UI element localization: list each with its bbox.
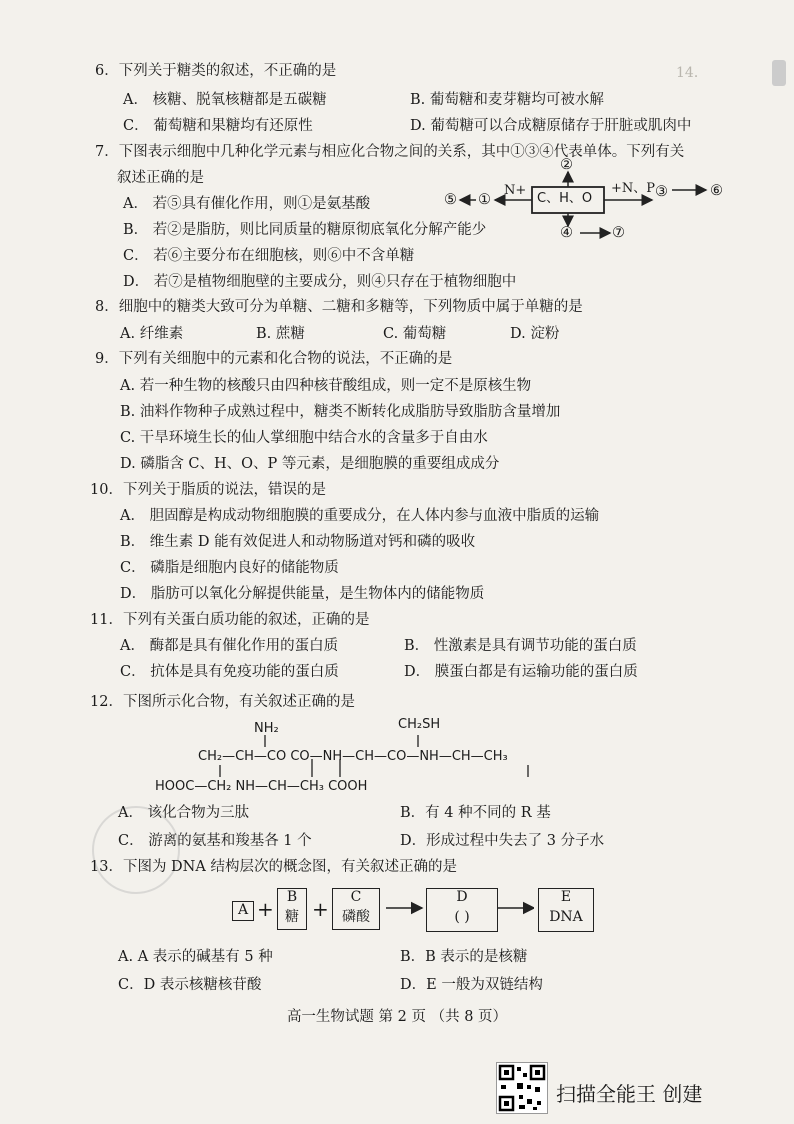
q7-option-b[interactable]: B． 若②是脂肪，则比同质量的糖原彻底氧化分解产能少 bbox=[123, 222, 487, 238]
q13-box-d bbox=[426, 888, 498, 932]
q7-option-a[interactable]: A． 若⑤具有催化作用，则①是氨基酸 bbox=[123, 196, 371, 212]
bleed-through-text: 14． bbox=[676, 65, 708, 81]
q12-formula-main: CH₂—CH—CO CO—NH—CH—CO—NH—CH—CH₃ bbox=[198, 749, 508, 764]
q11-stem: 11．下列有关蛋白质功能的叙述，正确的是 bbox=[90, 612, 370, 628]
q13-option-c[interactable]: C．D 表示核糖核苷酸 bbox=[118, 977, 262, 993]
q13-box-c-bottom: 磷酸 bbox=[342, 909, 370, 925]
q11-option-a[interactable]: A． 酶都是具有催化作用的蛋白质 bbox=[120, 638, 339, 654]
q7-diagram-n3: ③ bbox=[655, 184, 668, 200]
q7-diagram-n2: ② bbox=[560, 157, 573, 173]
q7-stem-line2: 叙述正确的是 bbox=[117, 170, 204, 186]
q11-option-c[interactable]: C． 抗体是具有免疫功能的蛋白质 bbox=[120, 664, 339, 680]
q7-stem-line1: 7．下图表示细胞中几种化学元素与相应化合物之间的关系，其中①③④代表单体。下列有关 bbox=[95, 144, 685, 160]
q12-formula-bottom: HOOC—CH₂ NH—CH—CH₃ COOH bbox=[155, 779, 368, 794]
q13-stem: 13．下图为 DNA 结构层次的概念图，有关叙述正确的是 bbox=[90, 859, 457, 875]
q13-plus-2: + bbox=[312, 897, 329, 921]
q13-box-b bbox=[277, 888, 307, 930]
q8-stem: 8．细胞中的糖类大致可分为单糖、二糖和多糖等，下列物质中属于单糖的是 bbox=[95, 299, 583, 315]
q9-stem: 9．下列有关细胞中的元素和化合物的说法，不正确的是 bbox=[95, 351, 453, 367]
q6-option-d[interactable]: D. 葡萄糖可以合成糖原储存于肝脏或肌肉中 bbox=[410, 118, 692, 134]
q7-option-d[interactable]: D． 若⑦是植物细胞壁的主要成分，则④只存在于植物细胞中 bbox=[123, 274, 517, 290]
q7-diagram-n7: ⑦ bbox=[612, 225, 625, 241]
q13-box-c-top: C bbox=[350, 889, 362, 905]
q7-diagram-n5: ⑤ bbox=[444, 192, 457, 208]
q13-box-c bbox=[332, 888, 380, 930]
q12-option-b[interactable]: B．有 4 种不同的 R 基 bbox=[400, 805, 551, 821]
q13-box-b-top: B bbox=[286, 889, 298, 905]
q7-diagram-center: C、H、O bbox=[537, 191, 593, 206]
q13-option-d[interactable]: D．E 一般为双链结构 bbox=[400, 977, 543, 993]
q12-option-d[interactable]: D．形成过程中失去了 3 分子水 bbox=[400, 833, 605, 849]
q11-option-d[interactable]: D． 膜蛋白都是有运输功能的蛋白质 bbox=[404, 664, 638, 680]
q7-diagram-n4: ④ bbox=[560, 225, 573, 241]
q8-option-d[interactable]: D. 淀粉 bbox=[510, 326, 560, 342]
q9-option-c[interactable]: C. 干旱环境生长的仙人掌细胞中结合水的含量多于自由水 bbox=[120, 430, 488, 446]
q7-diagram-n6: ⑥ bbox=[710, 183, 723, 199]
q12-formula-ch2sh: CH₂SH bbox=[398, 717, 441, 732]
q12-formula-nh2: NH₂ bbox=[254, 721, 279, 736]
page-footer: 高一生物试题 第 2 页 （共 8 页） bbox=[286, 1009, 508, 1025]
q12-option-c[interactable]: C． 游离的氨基和羧基各 1 个 bbox=[118, 833, 312, 849]
scanner-brand-text: 扫描全能王 创建 bbox=[556, 1082, 703, 1106]
q8-option-c[interactable]: C. 葡萄糖 bbox=[383, 326, 447, 342]
q9-option-a[interactable]: A. 若一种生物的核酸只由四种核苷酸组成，则一定不是原核生物 bbox=[120, 378, 532, 394]
q13-box-a-label: A bbox=[237, 902, 249, 918]
q6-option-a[interactable]: A． 核糖、脱氧核糖都是五碳糖 bbox=[123, 92, 327, 108]
q13-box-e bbox=[538, 888, 594, 932]
q13-box-d-bottom: ( ) bbox=[454, 909, 470, 925]
q9-option-d[interactable]: D. 磷脂含 C、H、O、P 等元素，是细胞膜的重要组成成分 bbox=[120, 456, 500, 472]
q7-option-c[interactable]: C． 若⑥主要分布在细胞核，则⑥中不含单糖 bbox=[123, 248, 415, 264]
q6-option-c[interactable]: C． 葡萄糖和果糖均有还原性 bbox=[123, 118, 313, 134]
q13-option-a[interactable]: A. A 表示的碱基有 5 种 bbox=[118, 949, 273, 965]
q13-option-b[interactable]: B．B 表示的是核糖 bbox=[400, 949, 528, 965]
q11-option-b[interactable]: B． 性激素是具有调节功能的蛋白质 bbox=[404, 638, 637, 654]
q10-option-a[interactable]: A． 胆固醇是构成动物细胞膜的重要成分，在人体内参与血液中脂质的运输 bbox=[120, 508, 600, 524]
q10-option-b[interactable]: B． 维生素 D 能有效促进人和动物肠道对钙和磷的吸收 bbox=[120, 534, 476, 550]
q10-option-c[interactable]: C． 磷脂是细胞内良好的储能物质 bbox=[120, 560, 339, 576]
page-scroll-handle[interactable] bbox=[772, 60, 786, 86]
q13-box-e-top: E bbox=[560, 889, 572, 905]
q13-plus-1: + bbox=[257, 897, 274, 921]
q6-stem: 6．下列关于糖类的叙述，不正确的是 bbox=[95, 63, 337, 79]
q9-option-b[interactable]: B. 油料作物种子成熟过程中，糖类不断转化成脂肪导致脂肪含量增加 bbox=[120, 404, 561, 420]
q8-option-a[interactable]: A. 纤维素 bbox=[120, 326, 184, 342]
q12-option-a[interactable]: A． 该化合物为三肽 bbox=[118, 805, 250, 821]
q13-box-b-bottom: 糖 bbox=[285, 909, 299, 925]
q13-box-d-top: D bbox=[456, 889, 468, 905]
q6-option-b[interactable]: B. 葡萄糖和麦芽糖均可被水解 bbox=[410, 92, 604, 108]
qr-code-icon bbox=[496, 1062, 548, 1114]
q10-stem: 10．下列关于脂质的说法，错误的是 bbox=[90, 482, 326, 498]
q7-diagram-left-label: N+ bbox=[504, 183, 527, 198]
q13-box-a bbox=[232, 901, 254, 921]
q7-diagram-right-label: +N、P bbox=[611, 181, 656, 196]
q10-option-d[interactable]: D． 脂肪可以氧化分解提供能量，是生物体内的储能物质 bbox=[120, 586, 485, 602]
q7-diagram-n1: ① bbox=[478, 192, 491, 208]
q8-option-b[interactable]: B. 蔗糖 bbox=[256, 326, 305, 342]
q12-stem: 12．下图所示化合物，有关叙述正确的是 bbox=[90, 694, 355, 710]
q13-box-e-bottom: DNA bbox=[549, 909, 583, 925]
